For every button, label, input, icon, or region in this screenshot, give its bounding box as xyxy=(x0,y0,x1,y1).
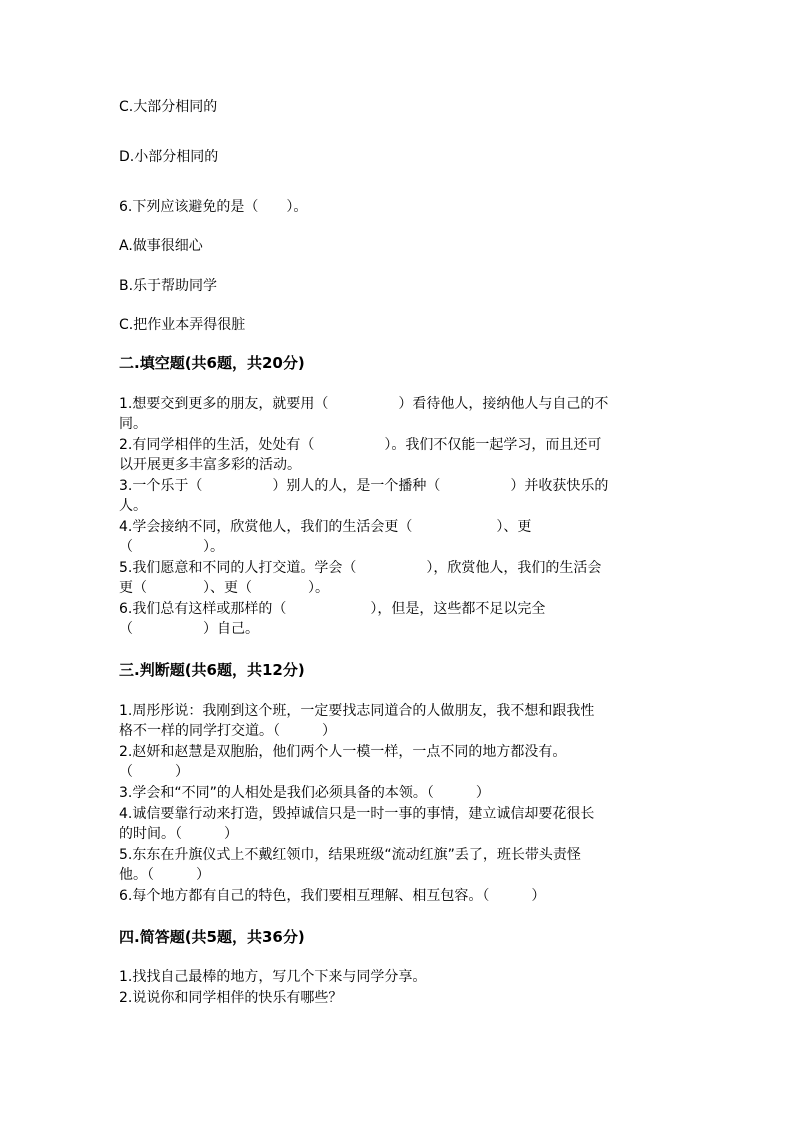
fill-blank-line: （ ）自己。 xyxy=(119,621,259,637)
option-c: C.大部分相同的 xyxy=(119,99,218,115)
question-6-option-b: B.乐于帮助同学 xyxy=(119,278,218,294)
judgment-line: 6.每个地方都有自己的特色，我们要相互理解、相互包容。（ ） xyxy=(119,888,546,904)
section-short-answer-title: 四.简答题(共5题，共36分) xyxy=(119,928,305,946)
judgment-line: 3.学会和“不同”的人相处是我们必须具备的本领。（ ） xyxy=(119,785,490,801)
fill-blank-line: 更（ ）、更（ ）。 xyxy=(119,580,329,596)
question-6-option-a: A.做事很细心 xyxy=(119,238,203,254)
fill-blank-line: 3.一个乐于（ ）别人的人，是一个播种（ ）并收获快乐的 xyxy=(119,478,609,494)
short-answer-line: 1.找找自己最棒的地方，写几个下来与同学分享。 xyxy=(119,969,427,985)
judgment-line: 5.东东在升旗仪式上不戴红领巾，结果班级“流动红旗”丢了，班长带头责怪 xyxy=(119,847,581,863)
judgment-line: 4.诚信要靠行动来打造，毁掉诚信只是一时一事的事情，建立诚信却要花很长 xyxy=(119,806,595,822)
fill-blank-line: 2.有同学相伴的生活，处处有（ ）。我们不仅能一起学习，而且还可 xyxy=(119,437,602,453)
judgment-line: 格不一样的同学打交道。（ ） xyxy=(119,723,336,739)
judgment-line: （ ） xyxy=(119,764,189,780)
short-answer-line: 2.说说你和同学相伴的快乐有哪些？ xyxy=(119,990,343,1006)
section-judgment-title: 三.判断题(共6题，共12分) xyxy=(119,661,305,679)
fill-blank-line: 4.学会接纳不同，欣赏他人，我们的生活会更（ ）、更 xyxy=(119,519,532,535)
fill-blank-line: 同。 xyxy=(119,416,147,432)
question-6-option-c: C.把作业本弄得很脏 xyxy=(119,317,246,333)
judgment-line: 的时间。（ ） xyxy=(119,826,238,842)
fill-blank-line: 1.想要交到更多的朋友，就要用（ ）看待他人，接纳他人与自己的不 xyxy=(119,396,609,412)
judgment-line: 1.周彤彤说：我刚到这个班，一定要找志同道合的人做朋友，我不想和跟我性 xyxy=(119,703,595,719)
option-d: D.小部分相同的 xyxy=(119,149,219,165)
question-6-stem: 6.下列应该避免的是（ ）。 xyxy=(119,199,308,215)
fill-blank-line: 人。 xyxy=(119,498,147,514)
fill-blank-line: 6.我们总有这样或那样的（ ），但是，这些都不足以完全 xyxy=(119,601,546,617)
fill-blank-line: 5.我们愿意和不同的人打交道。学会（ ），欣赏他人，我们的生活会 xyxy=(119,560,602,576)
fill-blank-line: 以开展更多丰富多彩的活动。 xyxy=(119,457,301,473)
section-fill-blank-title: 二.填空题(共6题，共20分) xyxy=(119,354,305,372)
judgment-line: 2.赵妍和赵慧是双胞胎，他们两个人一模一样，一点不同的地方都没有。 xyxy=(119,744,567,760)
judgment-line: 他。（ ） xyxy=(119,867,210,883)
fill-blank-line: （ ）。 xyxy=(119,539,224,555)
